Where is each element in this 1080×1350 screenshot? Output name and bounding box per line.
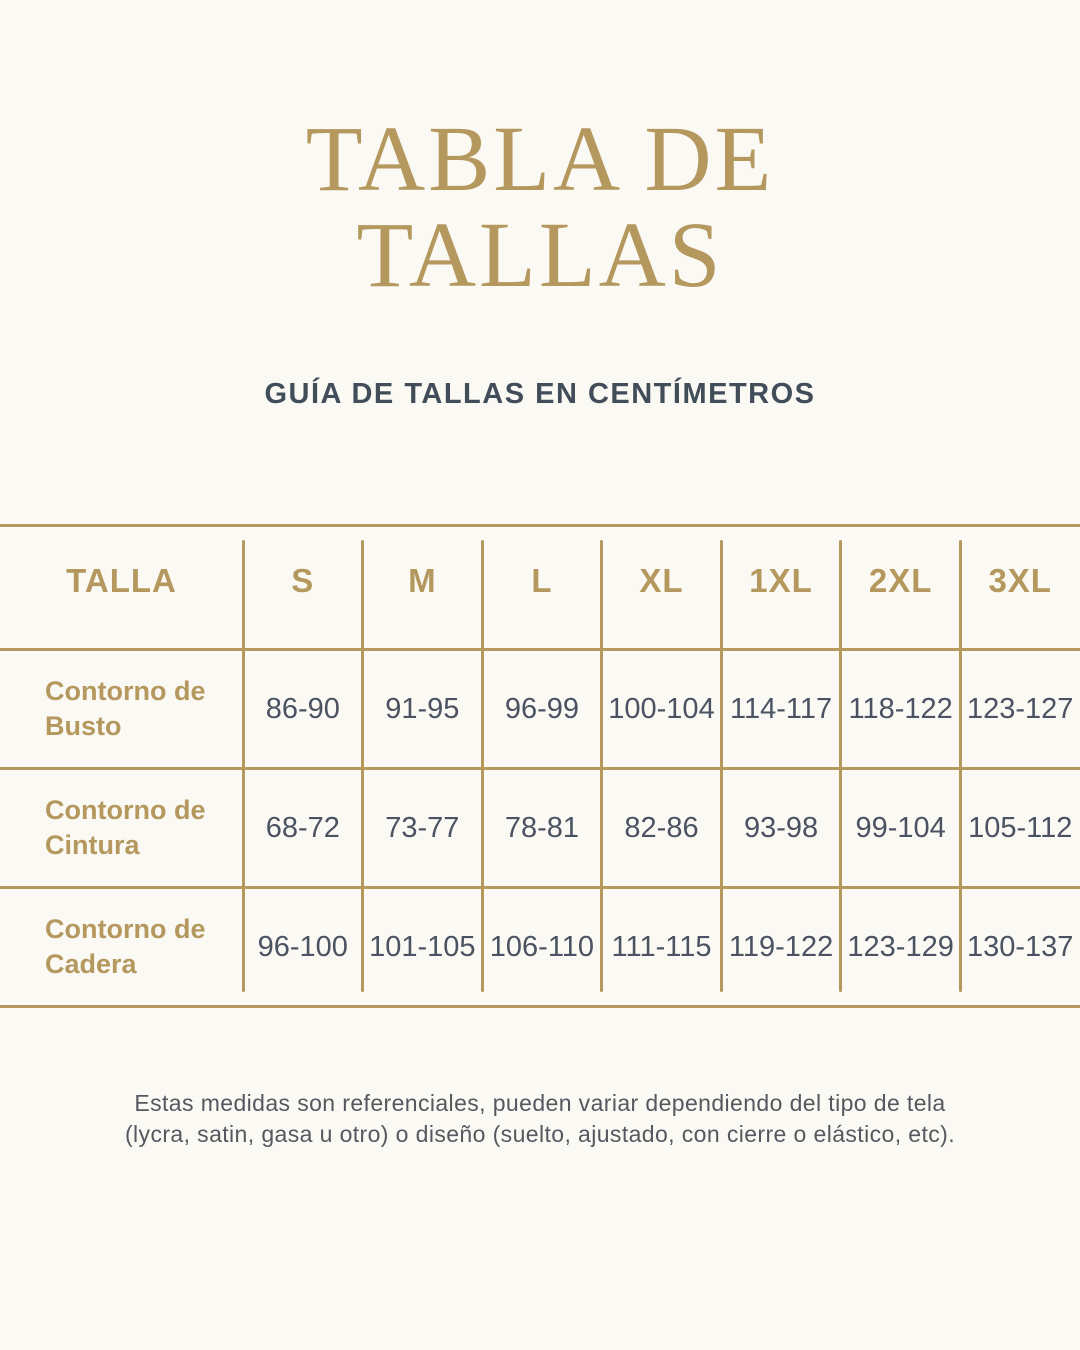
- column-divider: [361, 540, 364, 992]
- column-divider: [959, 540, 962, 992]
- busto-value-m: 91-95: [385, 692, 460, 725]
- table-row-cadera: [0, 886, 1080, 1005]
- header-cell-1xl: 1XL: [749, 561, 813, 599]
- cintura-value-s: 68-72: [265, 811, 340, 844]
- table-header-row: [0, 527, 1080, 648]
- cintura-value-1xl: 93-98: [743, 811, 819, 844]
- column-divider: [600, 540, 603, 992]
- cadera-value-l: 106-110: [489, 930, 595, 963]
- measurement-disclaimer: [0, 1088, 1080, 1149]
- cintura-value-xl: 82-86: [624, 811, 699, 844]
- column-divider: [839, 540, 842, 992]
- page-title-line1: TABLA DE: [305, 108, 775, 211]
- busto-value-l: 96-99: [504, 692, 579, 725]
- row-label-cintura: Contorno de Cintura: [45, 794, 206, 860]
- table-row-busto: [0, 648, 1080, 767]
- header-cell-m: M: [408, 561, 437, 599]
- busto-value-3xl: 123-127: [966, 692, 1074, 725]
- header-cell-xl: XL: [639, 561, 684, 599]
- table-row-cintura: [0, 767, 1080, 886]
- header-cell-s: S: [291, 561, 315, 599]
- cadera-value-3xl: 130-137: [966, 930, 1074, 963]
- cadera-value-s: 96-100: [257, 930, 348, 963]
- disclaimer-line2: (lycra, satin, gasa u otro) o diseño (suelto, ajustado, con cierre o elástico, etc).: [124, 1120, 956, 1147]
- busto-value-s: 86-90: [265, 692, 340, 725]
- header-cell-talla: TALLA: [66, 561, 177, 599]
- page-title: [0, 108, 1080, 307]
- cintura-value-m: 73-77: [385, 811, 460, 844]
- cintura-value-2xl: 99-104: [855, 811, 946, 844]
- cintura-value-l: 78-81: [504, 811, 579, 844]
- column-divider: [481, 540, 484, 992]
- size-table: [0, 524, 1080, 1008]
- busto-value-1xl: 114-117: [730, 692, 833, 725]
- column-divider: [242, 540, 245, 992]
- header-cell-3xl: 3XL: [988, 561, 1052, 599]
- header-cell-2xl: 2XL: [868, 561, 933, 599]
- page-subtitle: GUÍA DE TALLAS EN CENTÍMETROS: [264, 378, 816, 410]
- cadera-value-m: 101-105: [369, 930, 476, 963]
- row-label-cadera: Contorno de Cadera: [45, 913, 206, 979]
- page-title-line2: TALLAS: [356, 203, 724, 307]
- cintura-value-3xl: 105-112: [968, 811, 1073, 844]
- busto-value-2xl: 118-122: [848, 692, 953, 725]
- cadera-value-1xl: 119-122: [728, 930, 834, 963]
- busto-value-xl: 100-104: [608, 692, 715, 725]
- header-cell-l: L: [531, 561, 553, 599]
- cadera-value-2xl: 123-129: [847, 930, 954, 963]
- disclaimer-line1: Estas medidas son referenciales, pueden variar dependiendo del tipo de tela: [134, 1090, 946, 1116]
- cadera-value-xl: 111-115: [611, 930, 712, 963]
- column-divider: [720, 540, 723, 992]
- row-label-busto: Contorno de Busto: [45, 675, 206, 741]
